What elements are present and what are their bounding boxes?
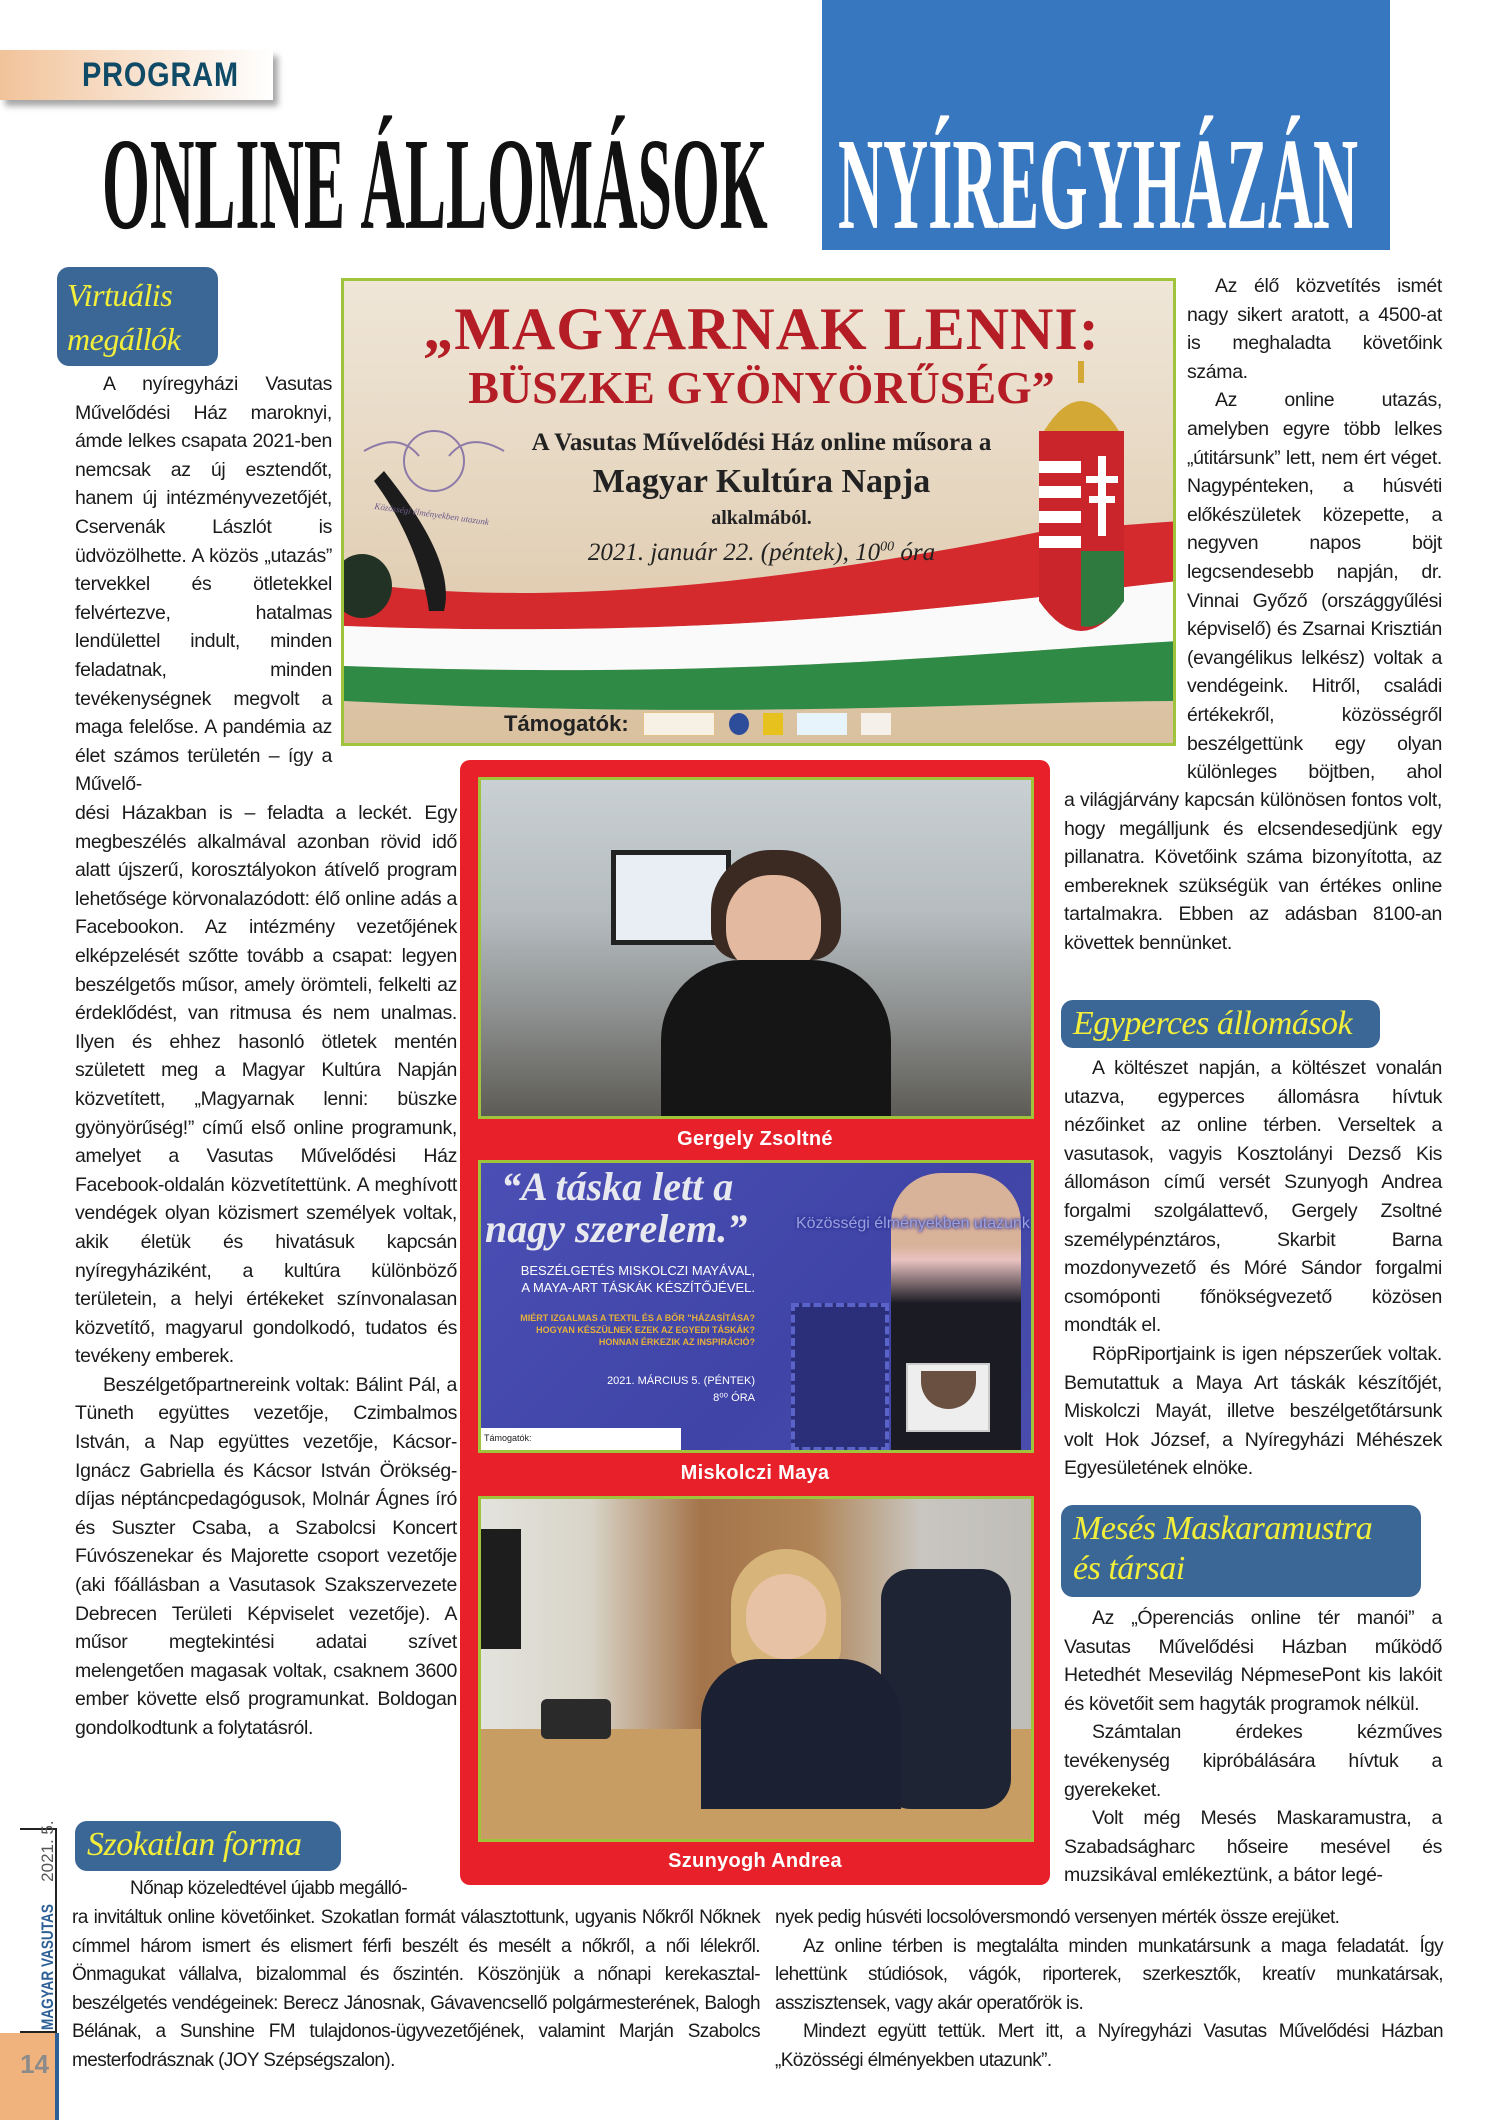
meses-text: Az „Óperenciás online tér manói” a Vasutas Művelődési Házban működő Hetedhét Mesevilág NépmesePont kis lakóit és követőit sem hagyták programok nélkül. Számtalan érdekes kézműves tevékenység kipróbálására hívtuk a gyerekeket. Volt még Mesés Maskaramustra, a Szabadságharc hőseire mesével és muzsikával emlékeztünk, a bátor legé-: [1064, 1607, 1442, 1887]
poster1-event: Magyar Kultúra Napja: [592, 463, 931, 500]
szokatlan-first-line: Nőnap közeledtével újabb megálló-: [130, 1878, 408, 1899]
page-number-block: [0, 2033, 55, 2120]
left-column-text-wide: dési Házakban is – feladta a leckét. Egy megbeszélés alkalmával azonban rövid idő alatt újszerű, korosztályokon átívelő program lehetősége körvonalazódott: élő online adás a Facebookon. Az intézmény vezetőjének elképzelését szőtte tovább a csapat: legyen beszélgetős műsor, amely örömteli, felkelti az érdeklődést, van ritmusa és nem unalmas. Ilyen és ehhez hasonló ötletek mentén született meg a Magyar Kultúra Napján közvetített, „Magyarnak lenni: büszke gyönyörűség!” című első online programunk, amelyet a Vasutas Művelődési Ház Facebook-oldalán közvetítettünk. A meghívott vendégek olyan közismert személyek voltak, akik életük és hivatásuk kapcsán nyíregyháziként, a kultúra különböző területein, a helyi értékeket színvonalasan közvetítő, magyarul gondolkodó, tudatos és tevékeny emberek. Beszélgetőpartnereink voltak: Bálint Pál, a Tüneth együttes vezetője, Czimbalmos István, a Nap együttes vezetője, Kácsor-Ignácz Gabriella és Kácsor István Örökség-díjas néptáncpedagógusok, Molnár Ágnes író és Suszter Csaba, a Szabolcsi Koncert Fúvószenekar és Majorette csoport vezetője (aki főállásban a Vasutasok Szakszervezete Debrecen Területi Képviselet vezetője). A műsor megtekintési adatai szívet melengetően magasak voltak, csaknem 3600 ember követte első programunkat. Boldogan gondolkodtunk a folytatásról.: [75, 802, 457, 1739]
poster2-q2: HOGYAN KÉSZÜLNEK EZEK AZ EGYEDI TÁSKÁK?: [536, 1325, 755, 1335]
heading-virtualis-megallok: Virtuális megállók: [57, 267, 218, 366]
poster1-title-line1: „MAGYARNAK LENNI:: [423, 296, 1100, 362]
sponsor-logo: [729, 713, 749, 735]
monitor: [481, 1529, 521, 1649]
person: [661, 960, 891, 1119]
poster1-subtitle: A Vasutas Művelődési Ház online műsora a: [531, 429, 992, 456]
sponsor-logo: [643, 712, 715, 736]
page-title-part1: ONLINE ÁLLOMÁSOK: [102, 110, 768, 257]
poster2-line1: BESZÉLGETÉS MISKOLCZI MAYÁVAL,: [520, 1263, 755, 1278]
heading-szokatlan-forma: Szokatlan forma: [75, 1821, 341, 1871]
poster2-quote-line1: “A táska lett a: [501, 1164, 734, 1209]
right-column-text-wide: a világjárvány kapcsán különösen fontos volt, hogy megálljunk és elcsendesedjünk egy pillanatra. Követőink száma bizonyította, az embereknek szükségük van értékes online tartalmakra. Ebben az adásban 8100-an követtek bennünket.: [1064, 789, 1442, 954]
poster1-occasion: alkalmából.: [711, 507, 812, 529]
film-strip: [791, 1303, 889, 1451]
poster1-title-line2: BÜSZKE GYÖNYÖRŰSÉG”: [468, 362, 1055, 413]
poster2-bg-text: Közösségi élményekben utazunk: [796, 1215, 1030, 1232]
poster1-sponsors: Támogatók:: [504, 711, 891, 737]
egyperces-text: A költészet napján, a költészet vonalán utazva, egyperces állomásra hívtuk nézőinket az online térben. Verseltek a vasutasok, vagyis Kosztolányi Dezső Kis állomáson című versét Szunyogh Andrea forgalmi szolgálattevő, Gergely Zsoltné személypénztáros, Skarbit Barna mozdonyvezető és Móré Sándor forgalmi csomóponti főnökségvezető közösen mondták el. RöpRiportjaink is igen népszerűek voltak. Bemutattuk a Maya Art táskák készítőjét, Miskolczi Mayát, illetve beszélgetőtársunk volt Hok József, a Nyíregyházi Méhészek Egyesületének elnöke.: [1064, 1057, 1442, 1480]
caption-gergely-zsoltne: Gergely Zsoltné: [677, 1128, 833, 1150]
poster2-q3: HONNAN ÉRKEZIK AZ INSPIRÁCIÓ?: [598, 1337, 755, 1347]
heading-meses-maskaramustra: Mesés Maskaramustra és társai: [1061, 1505, 1421, 1597]
sidebar-blue-line: [55, 2033, 59, 2120]
bottom-right-text: nyek pedig húsvéti locsolóversmondó versenyen mérték össze erejüket. Az online térben is megtalálta minden munkatársunk a maga feladatát. Így lehettünk stúdiósok, vágók, riporterek, szerkesztők, kreatív munkatársak, asszisztensek, vagy akár operatőrök is. Mindezt együtt tettük. Mert itt, a Nyíregyházi Vasutas Művelődési Házban „Közösségi élményekben utazunk”.: [775, 1907, 1443, 2071]
event-poster-magyar-kultura-napja: [341, 278, 1176, 746]
page-title-part2: NYÍREGYHÁZÁN: [838, 110, 1359, 257]
person: [701, 1659, 901, 1809]
section-tab: [0, 50, 273, 100]
poster2-line2: A MAYA-ART TÁSKÁK KÉSZÍTŐJÉVEL.: [521, 1280, 755, 1295]
handbag: [906, 1363, 990, 1432]
person: [746, 1574, 826, 1659]
poster2-sponsors: Támogatók:: [481, 1428, 681, 1450]
photo-szunyogh-andrea: [478, 1496, 1034, 1842]
event-poster-miskolczi-maya: [478, 1160, 1034, 1453]
left-column-text-narrow: A nyíregyházi Vasutas Művelődési Ház maroknyi, ámde lelkes csapata 2021-ben nemcsak az új esztendőt, hanem új intézményvezetőjét, Cservenák Lászlót is üdvözölhette. A közös „utazás” tervekkel és ötletekkel felvértezve, hatalmas lendülettel indult, minden feladatnak, minden tevékenységnek megvolt a maga felelőse. A pandémia az élet számos területén – így a Művelő-: [75, 373, 332, 796]
right-column-text-narrow: Az élő közvetítés ismét nagy sikert aratott, a 4500-at is meghaladta követőink száma. Az online utazás, amelyben egyre több lelkes „útitársunk” lett, nem ért véget. Nagypénteken, a húsvéti előkészületek közepette, a negyven napos böjt legcsendesebb napján, dr. Vinnai Győző (országgyűlési képviselő) és Zsarnai Krisztián (evangélikus lelkész) voltak a vendégeink. Hitről, családi értékekről, közösségről beszélgettünk egy olyan különleges böjtben, ahol: [1187, 275, 1442, 784]
caption-miskolczi-maya: Miskolczi Maya: [680, 1462, 830, 1484]
poster2-time: 8⁰⁰ ÓRA: [713, 1392, 755, 1404]
photo-gergely-zsoltne: [478, 777, 1034, 1119]
sponsor-logo: [797, 713, 847, 735]
poster1-date: 2021. január 22. (péntek), $10^{00}$ óra: [587, 539, 936, 566]
poster1-stamp-text: Közösségi élményekben utazunk: [373, 501, 490, 527]
phone: [541, 1699, 611, 1739]
magazine-sidebar-label: MAGYAR VASUTAS 2021. 5.: [38, 1820, 57, 2030]
szokatlan-text: ra invitáltuk online követőinket. Szokatlan formát választottunk, ugyanis Nőkről Nőknek címmel három ismert és elismert férfi beszélt és mesélt a nőkről, a női lélekről. Önmagukat vállalva, bizalommal és őszintén. Köszönjük a nőnapi kerekasztal-beszélgetés vendégeinek: Berecz Jánosnak, Gávavencsellő polgármesterének, Balogh Bélának, a Sunshine FM tulajdonos-ügyvezetőjének, valamint Marján Szabolcs mesterfodrásznak (JOY Szépségszalon).: [72, 1907, 760, 2071]
poster2-date: 2021. MÁRCIUS 5. (PÉNTEK): [607, 1375, 755, 1387]
page-number: 14: [20, 2049, 49, 2079]
sponsor-logo: [861, 713, 891, 735]
caption-szunyogh-andrea: Szunyogh Andrea: [668, 1850, 842, 1872]
sponsor-logo: [763, 713, 783, 735]
poster2-q1: MIÉRT IZGALMAS A TEXTIL ÉS A BŐR "HÁZASÍTÁSA?: [520, 1313, 755, 1323]
heading-egyperces-allomasok: Egyperces állomások: [1061, 1000, 1380, 1048]
section-tab-label: PROGRAM: [82, 56, 239, 94]
poster2-quote-line2: nagy szerelem.”: [485, 1206, 748, 1251]
